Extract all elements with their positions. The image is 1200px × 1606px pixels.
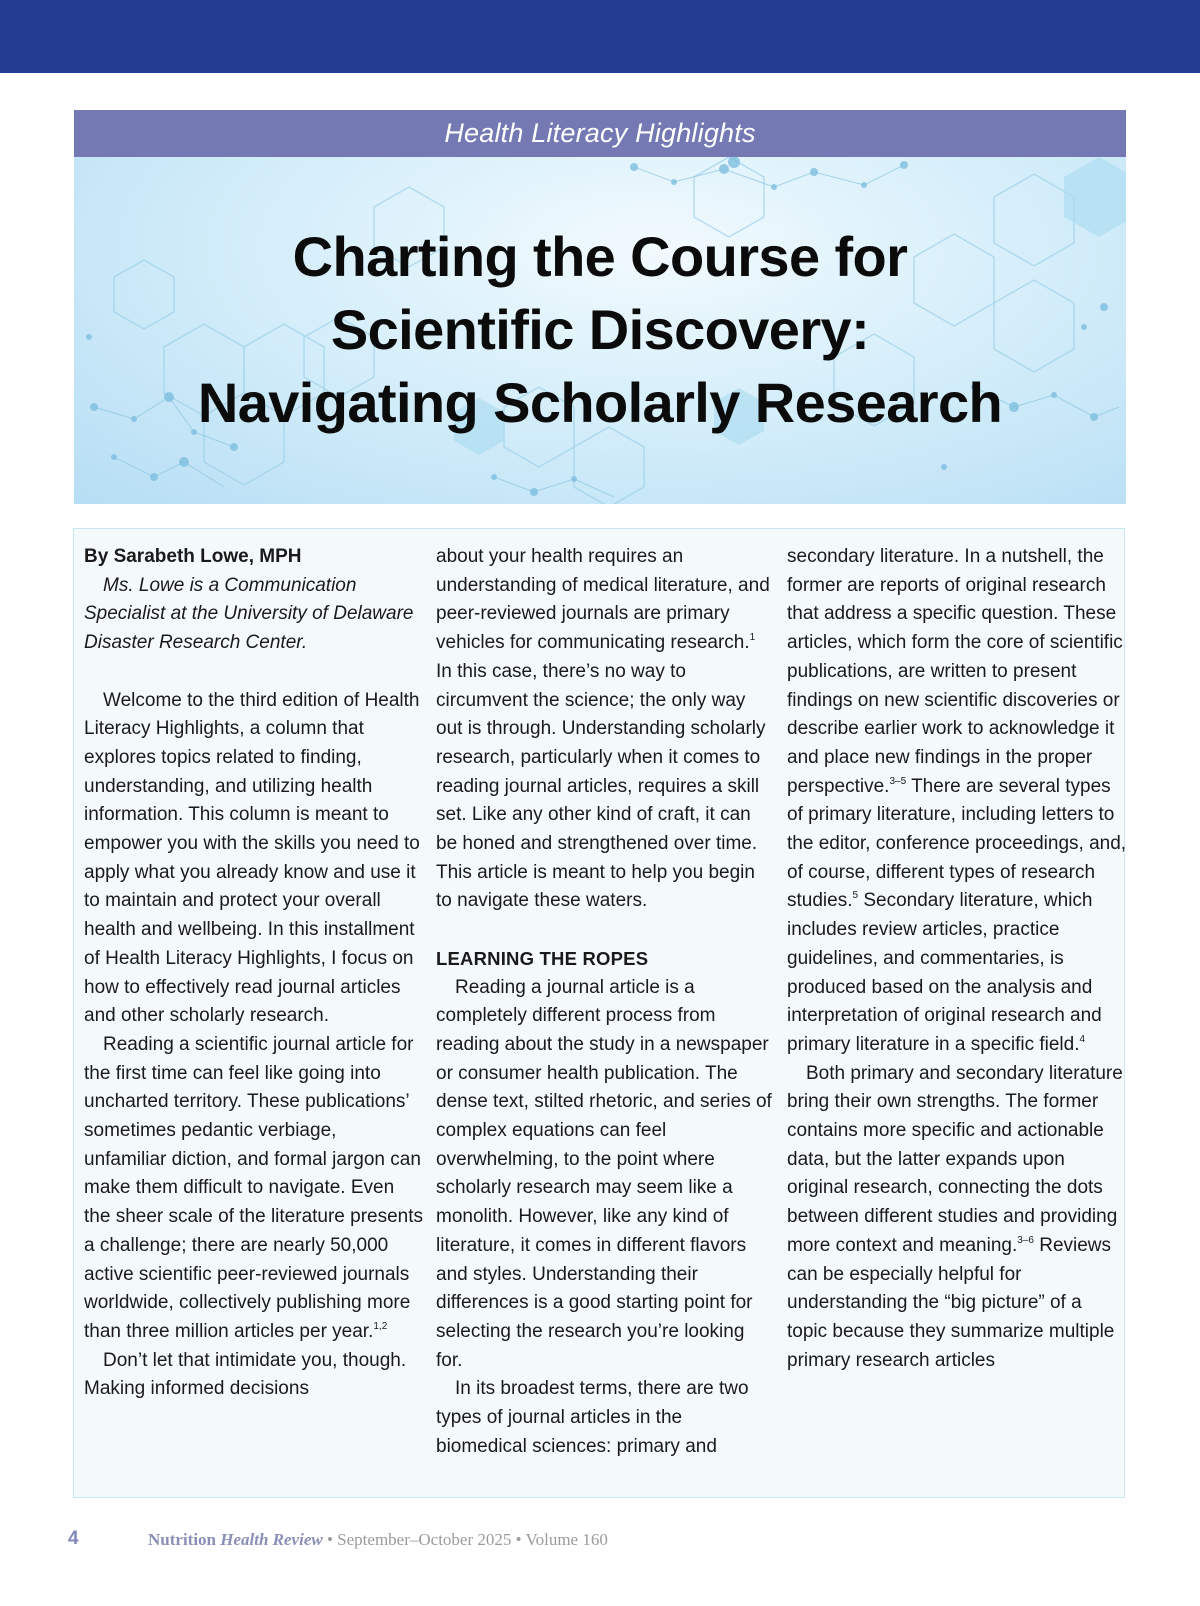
paragraph: about your health requires an understanding of medical literature, and peer-reviewed journals are primary vehicles for communicating research.$^1$ In this case, there’s no way to circumvent the science; the only way out is through. Understanding scholarly research, particularly when it comes to reading journal articles, requires a skill set. Like any other kind of craft, it can be honed and strengthened over time. This article is meant to help you begin to navigate these waters. (436, 546, 770, 912)
section-heading: LEARNING THE ROPES (436, 947, 649, 969)
citation-ref: 4 (1079, 1033, 1086, 1045)
citation-ref: 1,2 (373, 1320, 388, 1332)
citation-ref: 3–5 (889, 775, 907, 787)
text-column-1 (84, 543, 424, 1404)
title-line: Scientific Discovery: (330, 298, 870, 361)
paragraph: Reading a scientific journal article for the first time can feel like going into uncharted territory. These publications’ sometimes pedantic verbiage, unfamiliar diction, and formal jargon can make them difficult to navigate. Even the sheer scale of the literature presents a challenge; there are nearly 50,000 active scientific peer-reviewed journals worldwide, collectively publishing more than three million articles per year.$^{1,2}$ (84, 1033, 424, 1342)
citation-ref: 5 (852, 890, 859, 902)
article-body (73, 528, 1125, 1498)
article-header (74, 110, 1126, 504)
byline: By Sarabeth Lowe, MPH (84, 546, 302, 567)
paragraph: secondary literature. In a nutshell, the former are reports of original research that address a specific question. These articles, which form the core of scientific publications, are written to present findings on new scientific discoveries or describe earlier work to acknowledge it and place new findings in the proper perspective.$^{3-5}$ There are several types of primary literature, including letters to the editor, conference proceedings, and, of course, different types of research studies.$^5$ Secondary literature, which includes review articles, practice guidelines, and commentaries, is produced based on the analysis and interpretation of original research and primary literature in a specific field.$^4$ (787, 546, 1127, 1055)
title-line: Charting the Course for (292, 225, 908, 288)
paragraph: Don’t let that intimidate you, though. Making informed decisions (84, 1349, 407, 1400)
paragraph: Welcome to the third edition of Health Literacy Highlights, a column that explores topics related to finding, understanding, and utilizing health information. This column is meant to empower you with the skills you need to apply what you already know and use it to maintain and protect your overall health and wellbeing. In this installment of Health Literacy Highlights, I focus on how to effectively read journal articles and other scholarly research. (84, 689, 420, 1027)
journal-citation: Nutrition Health Review • September–October 2025 • Volume 160 (148, 1530, 608, 1549)
paragraph: Both primary and secondary literature bring their own strengths. The former contains more specific and actionable data, but the latter expands upon original research, connecting the dots between different studies and providing more context and meaning.$^{3-6}$ Reviews can be especially helpful for understanding the “big picture” of a topic because they summarize multiple primary research articles (787, 1062, 1123, 1371)
author-bio: Ms. Lowe is a Communication Specialist at the University of Delaware Disaster Research Center. (84, 574, 414, 654)
citation-ref: 1 (749, 632, 756, 644)
column-name-band (74, 110, 1126, 157)
page-footer (68, 1528, 968, 1556)
paragraph: Reading a journal article is a completely different process from reading about the study in a newspaper or consumer health publication. The dense text, stilted rhetoric, and series of complex equations can feel overwhelming, to the point where scholarly research may seem like a monolith. However, like any kind of literature, it comes in different flavors and styles. Understanding their differences is a good starting point for selecting the research you’re looking for. (436, 976, 772, 1371)
top-banner-bar (0, 0, 1200, 73)
paragraph: In its broadest terms, there are two types of journal articles in the biomedical sciences: primary and (436, 1378, 749, 1457)
title-line: Navigating Scholarly Research (197, 371, 1003, 434)
article-title (74, 220, 1126, 439)
page-number: 4 (68, 1528, 79, 1549)
citation-ref: 3–6 (1017, 1234, 1034, 1246)
text-column-2 (436, 543, 776, 1461)
text-column-3 (787, 543, 1127, 1375)
column-name: Health Literacy Highlights (444, 118, 756, 148)
